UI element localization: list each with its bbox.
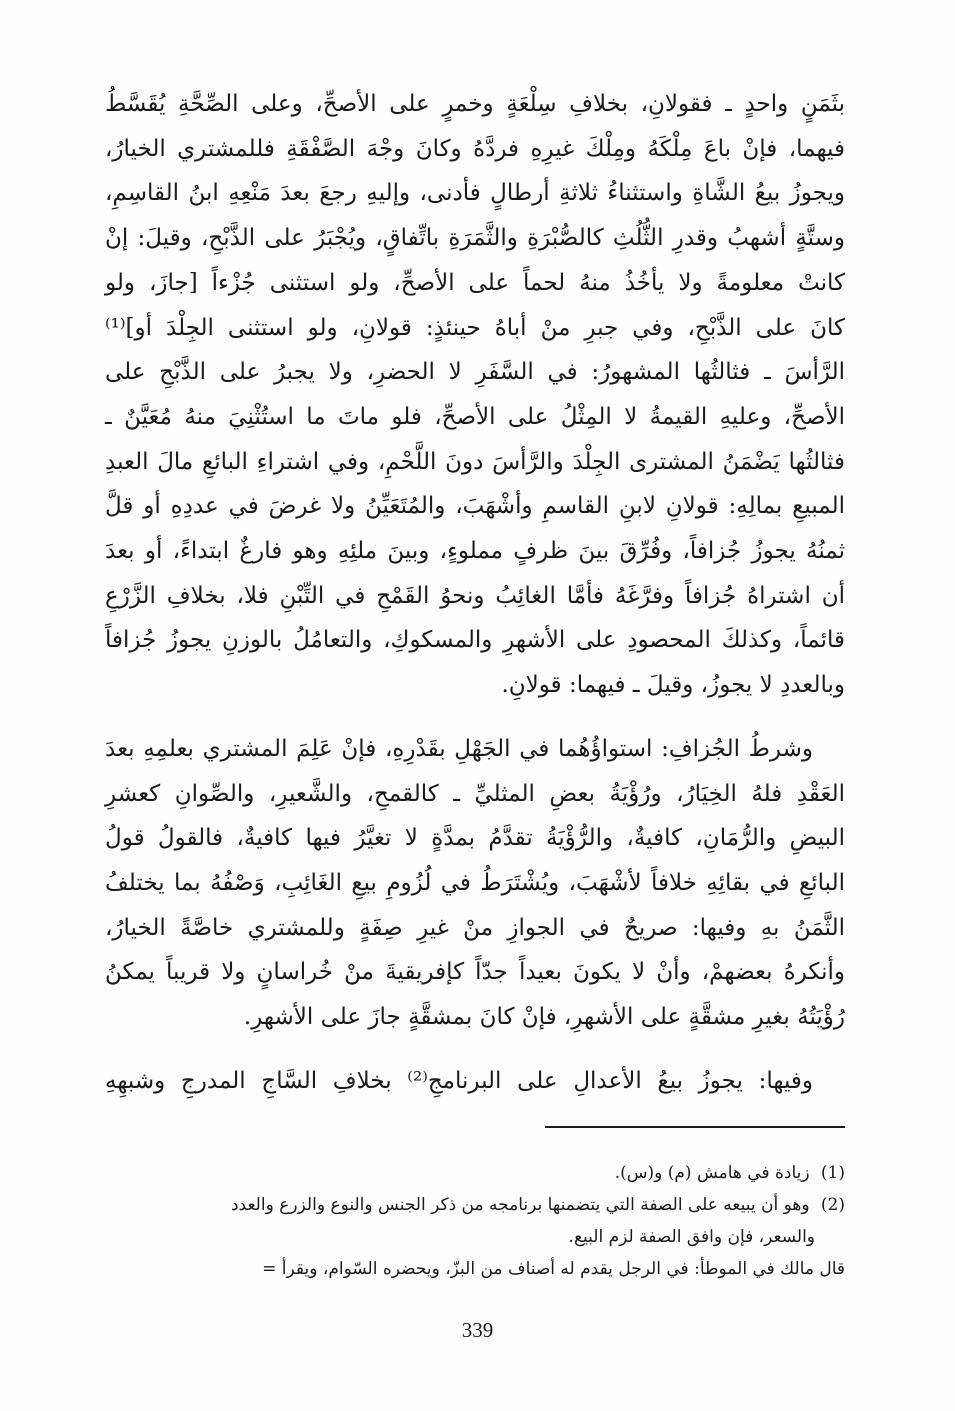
paragraph-gap [105,708,845,727]
paragraph-3 [105,1059,845,1104]
text-line: وأنكرهُ بعضهمْ، وأنْ لا يكونَ بعيداً جدّاً كإفريقيةَ منْ خُراسانٍ ولا قريباً يمكنُ [105,959,845,986]
footnote-line [105,1157,845,1189]
footnote-number: (2) [820,1195,845,1215]
footnote-1 [105,1157,845,1189]
text-line: فيهما، فإنْ باعَ مِلْكَهُ ومِلْكَ غيرِهِ فردَّهُ وكانَ وجْهَ الصَّفْقَةِ فللمشتري الخيارُ، [105,135,845,162]
text-line: الرَّأسَ ـ فثالثُها المشهورُ: في السَّفَرِ لا الحضرِ، ولا يجبرُ على الذَّبْحِ على [105,359,845,386]
footnote-number: (1) [820,1163,845,1183]
text-line: الأصحِّ، وعليهِ القيمةُ لا المِثْلُ على الأصحِّ، فلو ماتَ ما استُثْنِيَ منهُ مُعَيَّنٌ ـ [105,403,845,430]
text-line: كانَ على الذَّبْحِ، وفي جبرِ منْ أباهُ حينئذٍ: قولانِ، ولو استثنى الجِلْدَ أو]⁽¹⁾ [105,314,845,341]
paragraph-1 [105,82,845,708]
text-line: رُؤْيَتُهُ بغيرِ مشقَّةٍ على الأشهرِ، فإنْ كانَ بمشقَّةٍ جازَ على الأشهرِ. [243,1004,845,1031]
footnote-2 [105,1189,845,1285]
text-line: وبالعددِ لا يجوزُ، وقيلَ ـ فيهما: قولانِ. [501,672,845,699]
text-line: وشرطُ الجُزافِ: استواؤُهُما في الجَهْلِ بقَدْرِهِ، فإنْ عَلِمَ المشتري بعلمِهِ بعدَ [105,735,813,762]
footnote-line: قال مالك في الموطأ: في الرجل يقدم له أصناف من البزّ، ويحضره السّوام، ويقرأ = [262,1259,845,1279]
paragraph-gap [105,1040,845,1059]
footnote-separator [545,1126,845,1128]
text-line: البائعِ في بقائِهِ خلافاً لأشْهَبَ، ويُشْتَرَطُ في لُزُومِ بيعِ الغَائِبِ، وَصْفُهُ بما يختلفُ [105,869,845,896]
text-line: أن اشتراهُ جُزافاً وفرَّغَهُ فأمَّا الغائِبُ ونحوُ القَمْحِ في التِّبْنِ فلا، بخلافِ الزَّرْعِ [105,582,845,609]
text-line: ثمنُهُ يجوزُ جُزافاً، وفُرِّقَ بينَ ظرفٍ مملوءٍ، وبينَ ملئِهِ وهو فارغٌ ابتداءً، أو بعدَ [105,538,845,565]
text-line: العَقْدِ فلهُ الخِيَارُ، ورُؤْيَةُ بعضِ المثليِّ ـ كالقمحِ، والشَّعيرِ، والصِّوانِ كعشرِ [105,780,845,807]
footnote-text: وهو أن يبيعه على الصفة التي يتضمنها برنامجه من ذكر الجنس والنوع والزرع والعدد [230,1195,810,1215]
footnote-line: والسعر، فإن وافق الصفة لزم البيع. [568,1227,815,1247]
text-line: فثالثُها يَضْمَنُ المشترى الجِلْدَ والرَّأسَ دونَ اللَّحْمِ، وفي اشتراءِ البائعِ مالَ العبدِ [105,448,845,475]
footnotes [105,1157,845,1285]
footnote-line [105,1189,845,1221]
paragraph-2 [105,727,845,1040]
text-line: بثَمَنٍ واحدٍ ـ فقولانِ، بخلافِ سِلْعَةٍ وخمرٍ على الأصحِّ، وعلى الصِّحَّةِ يُقَسَّطُ [105,91,845,117]
footnote-text: زيادة في هامش (م) و(س). [614,1163,810,1183]
text-line: وفيها: يجوزُ بيعُ الأعدالِ على البرنامجِ⁽²⁾ بخلافِ السَّاجِ المدرجِ وشبهِهِ [105,1067,813,1094]
main-text [105,82,845,1103]
text-line: الثَّمَنُ بهِ وفيها: صريحٌ في الجوازِ منْ غيرِ صِفَةٍ وللمشتري خاصَّةً الخيارُ، [105,914,845,941]
text-line: كانتْ معلومةً ولا يأخُذُ منهُ لحماً على الأصحِّ، ولو استثنى جُزْءاً [جازَ، ولو [105,269,845,296]
text-line: المبيعِ بمالِهِ: قولانِ لابنِ القاسمِ وأشْهَبَ، والمُتَعَيِّنُ ولا غرضَ في عددِهِ أو قلَّ [105,493,845,520]
page-number: 339 [461,1318,494,1342]
text-line: البيضِ والرُّمَانِ، كافيةٌ، والرُّؤْيَةُ تقدَّمُ بمدَّةٍ لا تغيَّرُ فيها كافيةٌ، فالقولُ قولُ [105,825,845,852]
text-line: قائماً، وكذلكَ المحصودِ على الأشهرِ والمسكوكِ، والتعامُلُ بالوزنِ يجوزُ جُزافاً [105,627,845,654]
text-line: ويجوزُ بيعُ الشَّاةِ واستثناءُ ثلاثةِ أرطالٍ فأدنى، وإليهِ رجعَ بعدَ مَنْعِهِ ابنُ القاسِمِ، [105,180,845,207]
text-line: وستَّةٍ أشهبُ وقدرِ الثُّلُثِ كالصُّبْرَةِ والثَّمَرَةِ باتِّفاقٍ، ويُجْبَرُ على الذَّبْحِ، وقيلَ: إنْ [105,225,845,252]
